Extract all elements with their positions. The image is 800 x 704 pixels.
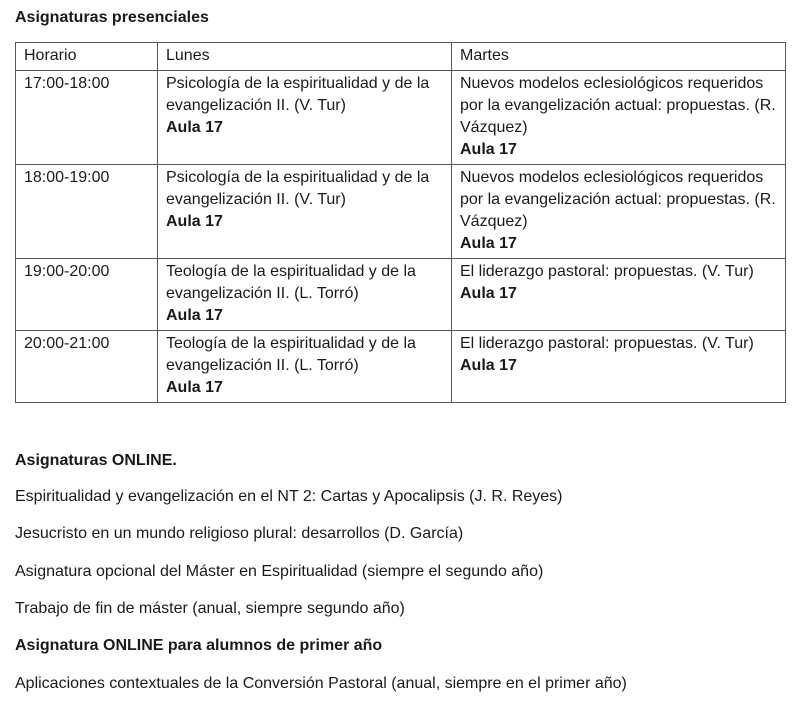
section-title-online: Asignaturas ONLINE. [15,452,177,469]
subject-text: Psicología de la espiritualidad y de la evangelización II. (V. Tur) [166,169,430,208]
first-year-course-item: Aplicaciones contextuales de la Conversión Pastoral (anual, siempre en el primer año) [15,675,627,692]
martes-cell [452,259,786,331]
online-course-item: Asignatura opcional del Máster en Espiritualidad (siempre el segundo año) [15,563,544,580]
martes-cell [452,331,786,403]
section-title-first-year: Asignatura ONLINE para alumnos de primer año [15,637,383,654]
subject-text: El liderazgo pastoral: propuestas. (V. Tur) [460,263,754,280]
column-header-horario: Horario [16,43,158,71]
lunes-cell [158,331,452,403]
martes-cell [452,165,786,259]
room-label: Aula 17 [460,235,517,252]
table-row [16,331,786,403]
online-course-item: Trabajo de fin de máster (anual, siempre segundo año) [15,600,405,617]
room-label: Aula 17 [166,379,223,396]
room-label: Aula 17 [460,285,517,302]
lunes-cell [158,165,452,259]
room-label: Aula 17 [166,213,223,230]
table-row [16,259,786,331]
schedule-table [15,42,786,403]
subject-text: Teología de la espiritualidad y de la evangelización II. (L. Torró) [166,263,416,302]
column-header-martes: Martes [452,43,786,71]
time-cell: 17:00-18:00 [16,71,158,165]
subject-text: El liderazgo pastoral: propuestas. (V. Tur) [460,335,754,352]
online-course-item: Jesucristo en un mundo religioso plural: desarrollos (D. García) [15,525,464,542]
room-label: Aula 17 [460,357,517,374]
lunes-cell [158,259,452,331]
time-cell: 19:00-20:00 [16,259,158,331]
subject-text: Nuevos modelos eclesiológicos requeridos por la evangelización actual: propuestas. (R. Vázquez) [460,169,776,230]
martes-cell [452,71,786,165]
room-label: Aula 17 [166,119,223,136]
column-header-lunes: Lunes [158,43,452,71]
online-course-item: Espiritualidad y evangelización en el NT 2: Cartas y Apocalipsis (J. R. Reyes) [15,488,563,505]
subject-text: Psicología de la espiritualidad y de la evangelización II. (V. Tur) [166,75,430,114]
table-row [16,71,786,165]
time-cell: 18:00-19:00 [16,165,158,259]
section-title-presenciales: Asignaturas presenciales [15,9,209,26]
table-row [16,165,786,259]
room-label: Aula 17 [166,307,223,324]
subject-text: Teología de la espiritualidad y de la evangelización II. (L. Torró) [166,335,416,374]
time-cell: 20:00-21:00 [16,331,158,403]
table-header-row [16,43,786,71]
room-label: Aula 17 [460,141,517,158]
subject-text: Nuevos modelos eclesiológicos requeridos por la evangelización actual: propuestas. (R. Vázquez) [460,75,776,136]
lunes-cell [158,71,452,165]
